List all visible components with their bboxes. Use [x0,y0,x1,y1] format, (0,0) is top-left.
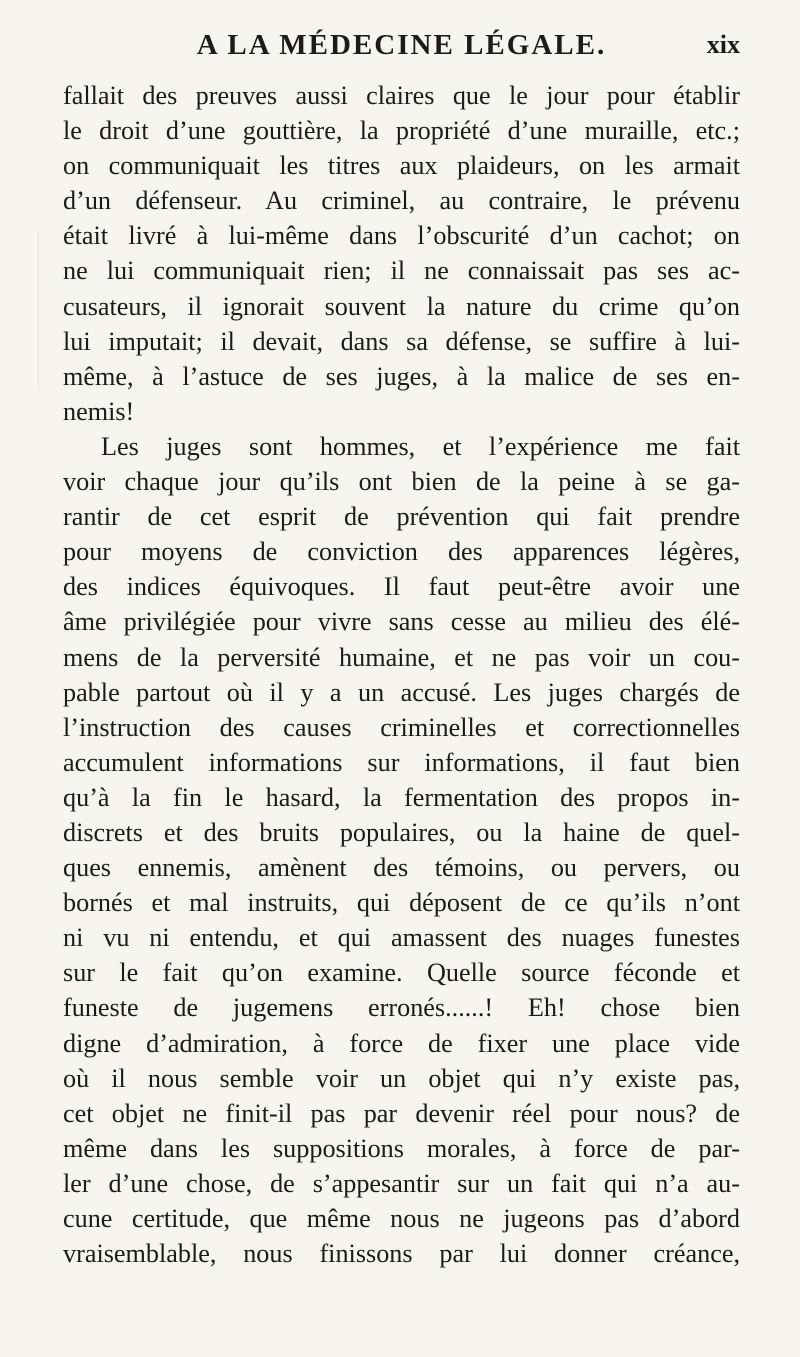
text-line: pable partout où il y a un accusé. Les juges chargés de [63,677,740,707]
text-line: ler d’une chose, de s’appesantir sur un fait qui n’a au- [63,1168,740,1198]
body-text [63,78,740,1271]
text-line: fallait des preuves aussi claires que le jour pour établir [63,81,740,110]
text-line: même, à l’astuce de ses juges, à la malice de ses en- [63,361,740,391]
text-line: ni vu ni entendu, et qui amassent des nuages funestes [63,923,740,953]
text-line: qu’à la fin le hasard, la fermentation des propos in- [63,782,740,812]
text-line: ne lui communiquait rien; il ne connaissait pas ses ac- [63,256,740,286]
margin-shadow [38,230,39,390]
text-line: nemis! [63,396,135,426]
text-line: où il nous semble voir un objet qui n’y existe pas, [63,1063,740,1093]
text-line: cet objet ne finit-il pas par devenir réel pour nous? de [63,1098,740,1128]
text-line: lui imputait; il devait, dans sa défense, se suffire à lui- [63,326,740,356]
text-line: discrets et des bruits populaires, ou la haine de quel- [63,817,740,847]
text-line: cusateurs, il ignorait souvent la nature du crime qu’on [63,291,740,321]
running-title: A LA MÉDECINE LÉGALE. [196,29,607,61]
paragraph [63,429,740,1271]
text-line: bornés et mal instruits, qui déposent de ce qu’ils n’ont [63,888,740,918]
text-line: vraisemblable, nous finissons par lui donner créance, [63,1239,740,1269]
page-header [63,28,740,78]
text-line: pour moyens de conviction des apparences légères, [63,537,740,567]
text-line: ques ennemis, amènent des témoins, ou pervers, ou [63,853,740,883]
text-line: digne d’admiration, à force de fixer une place vide [63,1028,740,1058]
page-number: xix [706,30,740,59]
text-line: rantir de cet esprit de prévention qui fait prendre [63,502,740,532]
text-line: l’instruction des causes criminelles et correctionnelles [63,712,740,742]
text-line: Les juges sont hommes, et l’expérience me fait [101,431,740,461]
text-line: mens de la perversité humaine, et ne pas voir un cou- [63,642,740,672]
text-line: voir chaque jour qu’ils ont bien de la peine à se ga- [63,467,740,497]
text-line: le droit d’une gouttière, la propriété d’une muraille, etc.; [63,116,740,146]
text-line: des indices équivoques. Il faut peut-être avoir une [63,572,740,602]
text-line: accumulent informations sur informations, il faut bien [63,747,740,777]
text-line: funeste de jugemens erronés......! Eh! chose bien [63,993,740,1023]
text-line: même dans les suppositions morales, à force de par- [63,1133,740,1163]
text-line: sur le fait qu’on examine. Quelle source féconde et [63,958,740,988]
text-line: cune certitude, que même nous ne jugeons pas d’abord [63,1204,740,1233]
text-line: d’un défenseur. Au criminel, au contraire, le prévenu [63,186,740,216]
text-line: était livré à lui-même dans l’obscurité d’un cachot; on [63,221,740,251]
text-line: âme privilégiée pour vivre sans cesse au milieu des élé- [63,607,740,637]
paragraph [63,78,740,429]
text-line: on communiquait les titres aux plaideurs, on les armait [63,151,740,181]
